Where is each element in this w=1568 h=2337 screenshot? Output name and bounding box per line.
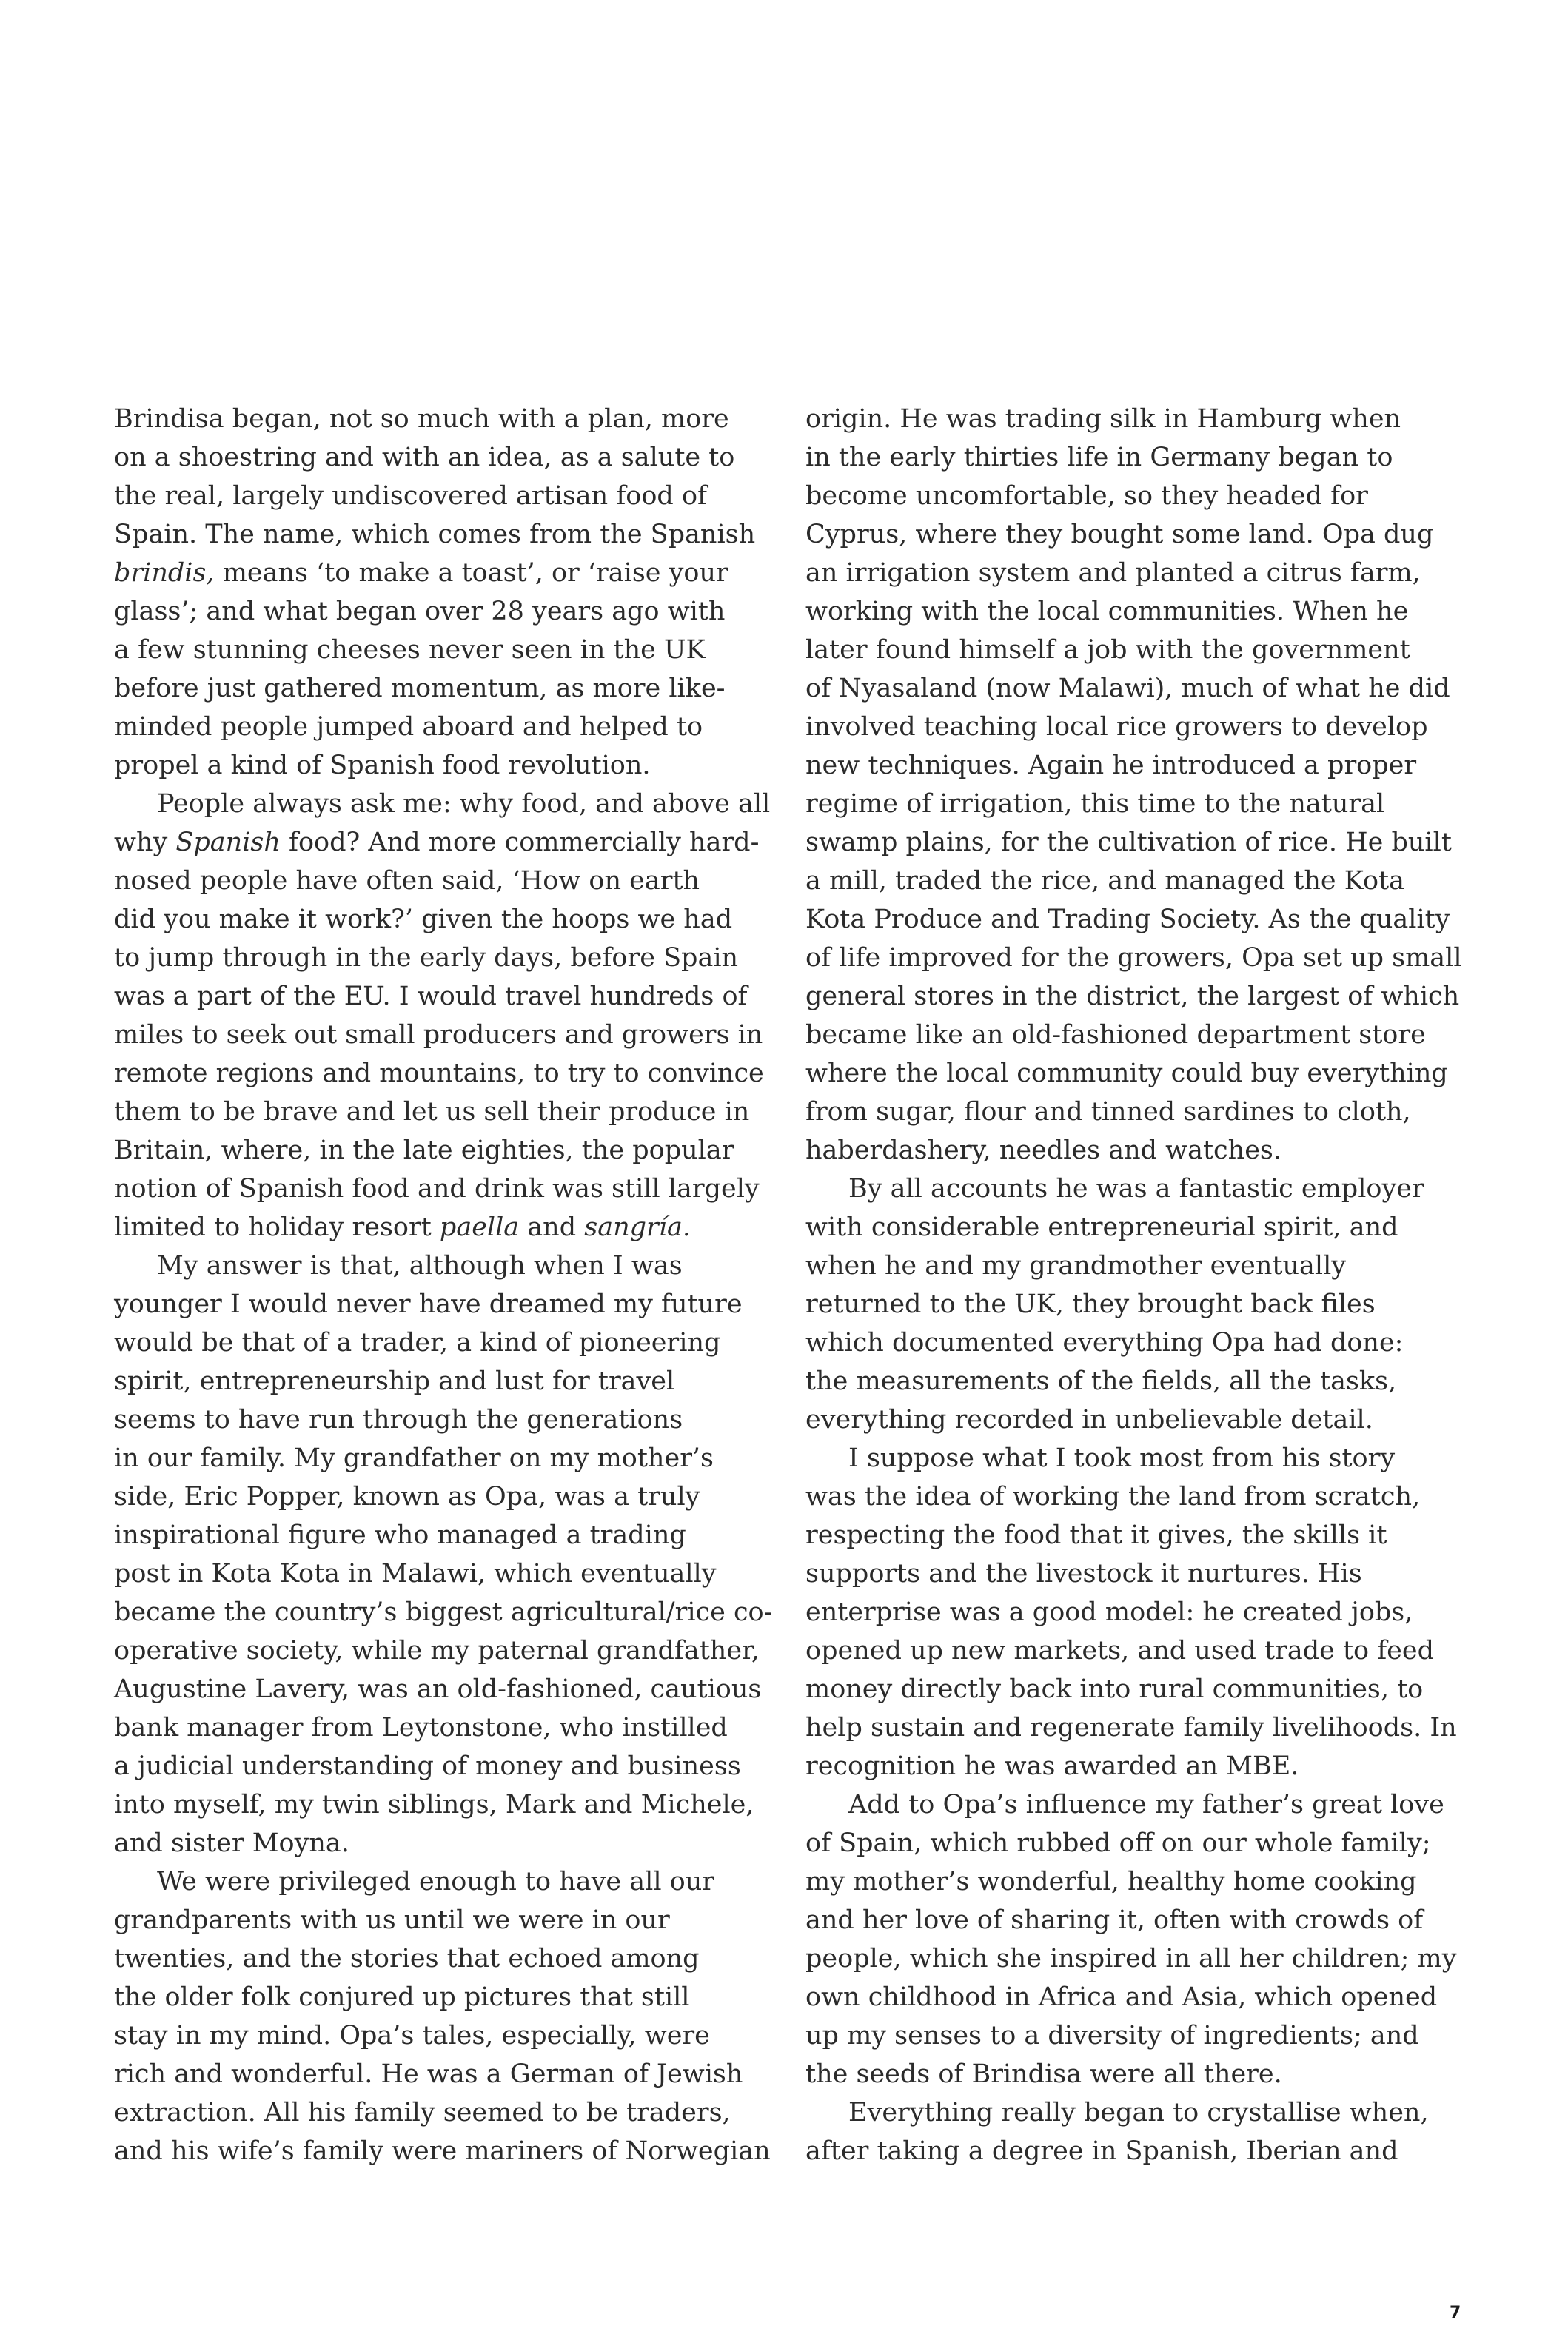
- text-line: [805, 823, 1462, 862]
- text-line: [805, 1862, 1462, 1901]
- text-run: minded people jumped aboard and helped to: [114, 712, 703, 742]
- text-run: Spain. The name, which comes from the Spanish: [114, 520, 756, 549]
- text-line: [114, 1978, 772, 2016]
- text-line: [114, 1016, 772, 1054]
- text-run: from sugar, flour and tinned sardines to cloth,: [805, 1097, 1411, 1127]
- text-line: [114, 1786, 772, 1824]
- text-run: with considerable entrepreneurial spirit, and: [805, 1213, 1398, 1242]
- text-line: [805, 1362, 1462, 1401]
- text-run: stay in my mind. Opa’s tales, especially, were: [114, 2021, 710, 2051]
- text-line: [805, 1054, 1462, 1093]
- text-run: help sustain and regenerate family livelihoods. In: [805, 1713, 1457, 1743]
- text-run: Cyprus, where they bought some land. Opa dug: [805, 520, 1434, 549]
- italic-text: Spanish: [175, 828, 281, 857]
- text-line: [114, 631, 772, 669]
- text-run: became the country’s biggest agricultural/rice co-: [114, 1597, 773, 1627]
- text-line: [114, 900, 772, 939]
- text-line: [114, 1478, 772, 1516]
- text-run: My answer is that, although when I was: [157, 1251, 683, 1281]
- text-line: [114, 1093, 772, 1131]
- text-line: [805, 1555, 1462, 1593]
- text-line: [805, 477, 1462, 515]
- italic-text: paella: [439, 1213, 520, 1242]
- text-line: [114, 862, 772, 900]
- text-line: [805, 669, 1462, 708]
- text-run: a mill, traded the rice, and managed the Kota: [805, 866, 1404, 896]
- text-line: [114, 438, 772, 477]
- text-run: means ‘to make a toast’, or ‘raise your: [214, 558, 728, 588]
- text-line: [114, 2016, 772, 2055]
- text-line: [805, 1516, 1462, 1555]
- text-run: nosed people have often said, ‘How on earth: [114, 866, 700, 896]
- text-run: general stores in the district, the largest of which: [805, 982, 1460, 1011]
- text-line: [805, 515, 1462, 554]
- text-run: notion of Spanish food and drink was still largely: [114, 1174, 760, 1204]
- left-column: [114, 400, 772, 2170]
- text-run: where the local community could buy everything: [805, 1059, 1448, 1088]
- text-line: [114, 1824, 772, 1862]
- text-run: new techniques. Again he introduced a proper: [805, 751, 1417, 780]
- text-run: grandparents with us until we were in our: [114, 1905, 670, 1935]
- text-run: was a part of the EU. I would travel hundreds of: [114, 982, 748, 1011]
- text-line: [114, 1632, 772, 1670]
- text-run: the older folk conjured up pictures that still: [114, 1982, 690, 2012]
- text-line: [114, 1362, 772, 1401]
- text-run: everything recorded in unbelievable detail.: [805, 1405, 1373, 1435]
- text-line: [805, 2132, 1462, 2170]
- text-line: [114, 1285, 772, 1324]
- text-line: [114, 1901, 772, 1939]
- text-line: [805, 1208, 1462, 1247]
- text-line: [114, 477, 772, 515]
- text-line: [805, 1285, 1462, 1324]
- text-run: them to be brave and let us sell their produce in: [114, 1097, 750, 1127]
- text-run: a judicial understanding of money and business: [114, 1751, 741, 1781]
- text-run: By all accounts he was a fantastic employer: [848, 1174, 1424, 1204]
- text-run: the measurements of the fields, all the tasks,: [805, 1367, 1397, 1396]
- text-run: miles to seek out small producers and growers in: [114, 1020, 763, 1050]
- text-line: [805, 1016, 1462, 1054]
- text-line: [114, 1516, 772, 1555]
- text-run: and her love of sharing it, often with crowds of: [805, 1905, 1424, 1935]
- text-run: on a shoestring and with an idea, as a salute to: [114, 443, 735, 472]
- text-run: propel a kind of Spanish food revolution.: [114, 751, 651, 780]
- text-run: enterprise was a good model: he created jobs,: [805, 1597, 1413, 1627]
- text-run: returned to the UK, they brought back files: [805, 1290, 1376, 1319]
- text-run: People always ask me: why food, and above all: [157, 789, 771, 819]
- text-line: [114, 1247, 772, 1285]
- text-line: [805, 1093, 1462, 1131]
- text-run: people, which she inspired in all her children; my: [805, 1944, 1457, 1974]
- text-run: after taking a degree in Spanish, Iberian and: [805, 2136, 1398, 2166]
- text-line: [805, 1632, 1462, 1670]
- text-line: [805, 1324, 1462, 1362]
- text-line: [114, 2093, 772, 2132]
- text-run: spirit, entrepreneurship and lust for travel: [114, 1367, 675, 1396]
- text-line: [114, 1170, 772, 1208]
- text-run: in our family. My grandfather on my mother’s: [114, 1444, 714, 1473]
- text-line: [114, 939, 772, 977]
- text-run: rich and wonderful. He was a German of Jewish: [114, 2059, 743, 2089]
- page-number: 7: [1450, 2304, 1461, 2322]
- text-line: [805, 400, 1462, 438]
- text-line: [114, 1439, 772, 1478]
- text-line: [114, 1131, 772, 1170]
- text-run: seems to have run through the generations: [114, 1405, 683, 1435]
- text-run: Brindisa began, not so much with a plan, more: [114, 404, 729, 434]
- text-line: [805, 2055, 1462, 2093]
- text-line: [805, 785, 1462, 823]
- text-run: an irrigation system and planted a citrus farm,: [805, 558, 1421, 588]
- text-line: [114, 1208, 772, 1247]
- text-run: the real, largely undiscovered artisan food of: [114, 481, 707, 511]
- italic-text: sangría.: [584, 1213, 691, 1242]
- text-line: [805, 438, 1462, 477]
- text-line: [805, 1401, 1462, 1439]
- text-line: [114, 1862, 772, 1901]
- text-run: money directly back into rural communities, to: [805, 1674, 1424, 1704]
- text-run: Everything really began to crystallise when,: [848, 2098, 1429, 2128]
- text-line: [114, 977, 772, 1016]
- text-run: regime of irrigation, this time to the natural: [805, 789, 1385, 819]
- text-line: [114, 1593, 772, 1632]
- text-line: [805, 1939, 1462, 1978]
- text-line: [805, 1901, 1462, 1939]
- text-run: of Nyasaland (now Malawi), much of what he did: [805, 674, 1450, 703]
- text-line: [805, 900, 1462, 939]
- italic-text: brindis,: [114, 558, 215, 588]
- text-line: [114, 746, 772, 785]
- text-run: and his wife’s family were mariners of Norwegian: [114, 2136, 771, 2166]
- text-run: a few stunning cheeses never seen in the UK: [114, 635, 706, 665]
- text-line: [805, 1670, 1462, 1709]
- text-run: my mother’s wonderful, healthy home cooking: [805, 1867, 1417, 1897]
- text-line: [114, 554, 772, 592]
- text-run: working with the local communities. When he: [805, 597, 1409, 626]
- text-run: the seeds of Brindisa were all there.: [805, 2059, 1282, 2089]
- text-line: [805, 554, 1462, 592]
- text-run: recognition he was awarded an MBE.: [805, 1751, 1299, 1781]
- text-run: twenties, and the stories that echoed among: [114, 1944, 700, 1974]
- text-line: [805, 1978, 1462, 2016]
- text-line: [805, 1709, 1462, 1747]
- text-run: respecting the food that it gives, the skills it: [805, 1520, 1387, 1550]
- text-line: [805, 746, 1462, 785]
- text-run: involved teaching local rice growers to develop: [805, 712, 1428, 742]
- text-line: [805, 1170, 1462, 1208]
- text-line: [805, 1478, 1462, 1516]
- text-run: limited to holiday resort: [114, 1213, 440, 1242]
- text-line: [114, 2055, 772, 2093]
- text-line: [805, 2093, 1462, 2132]
- text-run: operative society, while my paternal grandfather,: [114, 1636, 760, 1666]
- text-line: [805, 2016, 1462, 2055]
- text-line: [805, 1439, 1462, 1478]
- text-line: [805, 939, 1462, 977]
- text-line: [805, 1747, 1462, 1786]
- text-line: [805, 977, 1462, 1016]
- text-run: remote regions and mountains, to try to convince: [114, 1059, 764, 1088]
- text-run: did you make it work?’ given the hoops we had: [114, 905, 733, 934]
- text-run: opened up new markets, and used trade to feed: [805, 1636, 1435, 1666]
- text-run: food? And more commercially hard-: [280, 828, 760, 857]
- text-run: side, Eric Popper, known as Opa, was a truly: [114, 1482, 700, 1512]
- text-line: [114, 400, 772, 438]
- text-run: to jump through in the early days, before Spain: [114, 943, 739, 973]
- text-line: [114, 1324, 772, 1362]
- text-line: [805, 1131, 1462, 1170]
- text-line: [114, 1054, 772, 1093]
- text-run: up my senses to a diversity of ingredients; and: [805, 2021, 1419, 2051]
- text-line: [114, 708, 772, 746]
- text-run: post in Kota Kota in Malawi, which eventually: [114, 1559, 717, 1589]
- text-run: swamp plains, for the cultivation of rice. He built: [805, 828, 1452, 857]
- text-run: before just gathered momentum, as more like-: [114, 674, 726, 703]
- text-run: own childhood in Africa and Asia, which opened: [805, 1982, 1438, 2012]
- text-line: [114, 823, 772, 862]
- text-run: Augustine Lavery, was an old-fashioned, cautious: [114, 1674, 762, 1704]
- text-run: and sister Moyna.: [114, 1828, 349, 1858]
- text-line: [805, 1593, 1462, 1632]
- text-run: and: [519, 1213, 585, 1242]
- text-run: supports and the livestock it nurtures. His: [805, 1559, 1362, 1589]
- text-run: haberdashery, needles and watches.: [805, 1136, 1281, 1165]
- text-line: [805, 631, 1462, 669]
- text-line: [114, 1709, 772, 1747]
- text-run: origin. He was trading silk in Hamburg when: [805, 404, 1401, 434]
- text-line: [805, 1824, 1462, 1862]
- text-run: younger I would never have dreamed my future: [114, 1290, 743, 1319]
- text-run: became like an old-fashioned department store: [805, 1020, 1426, 1050]
- text-run: extraction. All his family seemed to be traders,: [114, 2098, 731, 2128]
- text-run: when he and my grandmother eventually: [805, 1251, 1347, 1281]
- text-run: I suppose what I took most from his story: [848, 1444, 1396, 1473]
- text-run: of life improved for the growers, Opa set up small: [805, 943, 1462, 973]
- text-line: [805, 862, 1462, 900]
- text-line: [114, 1555, 772, 1593]
- text-run: Britain, where, in the late eighties, the popular: [114, 1136, 734, 1165]
- text-run: inspirational figure who managed a trading: [114, 1520, 686, 1550]
- text-run: in the early thirties life in Germany began to: [805, 443, 1393, 472]
- text-line: [805, 708, 1462, 746]
- right-column: [805, 400, 1462, 2170]
- text-run: why: [114, 828, 176, 857]
- text-line: [114, 1401, 772, 1439]
- text-line: [114, 592, 772, 631]
- text-run: which documented everything Opa had done:: [805, 1328, 1404, 1358]
- text-line: [114, 515, 772, 554]
- text-line: [114, 2132, 772, 2170]
- text-run: Add to Opa’s influence my father’s great love: [848, 1790, 1444, 1820]
- text-line: [805, 592, 1462, 631]
- text-run: become uncomfortable, so they headed for: [805, 481, 1368, 511]
- text-line: [114, 669, 772, 708]
- text-run: later found himself a job with the government: [805, 635, 1410, 665]
- text-run: would be that of a trader, a kind of pioneering: [114, 1328, 721, 1358]
- text-line: [114, 785, 772, 823]
- text-run: glass’; and what began over 28 years ago with: [114, 597, 726, 626]
- text-line: [114, 1670, 772, 1709]
- text-run: into myself, my twin siblings, Mark and Michele,: [114, 1790, 754, 1820]
- text-line: [114, 1747, 772, 1786]
- text-run: Kota Produce and Trading Society. As the quality: [805, 905, 1450, 934]
- text-run: of Spain, which rubbed off on our whole family;: [805, 1828, 1431, 1858]
- text-run: We were privileged enough to have all our: [157, 1867, 714, 1897]
- text-line: [805, 1247, 1462, 1285]
- text-line: [114, 1939, 772, 1978]
- text-run: bank manager from Leytonstone, who instilled: [114, 1713, 728, 1743]
- text-line: [805, 1786, 1462, 1824]
- text-run: was the idea of working the land from scratch,: [805, 1482, 1421, 1512]
